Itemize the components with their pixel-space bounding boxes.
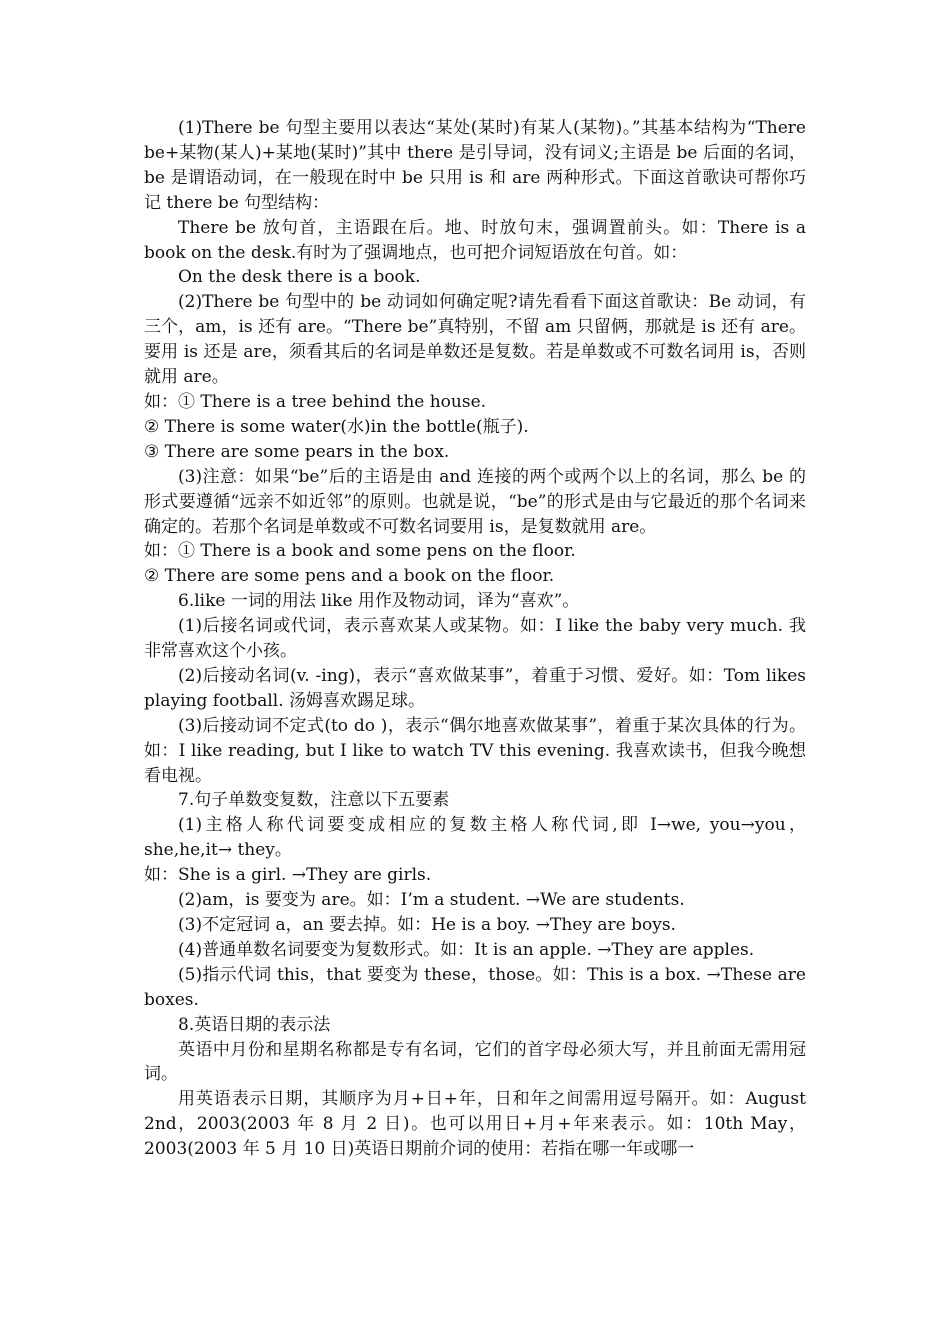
paragraph-demonstratives: (5)指示代词 this，that 要变为 these，those。如：This is a box. →These are boxes. xyxy=(144,964,806,1010)
heading-like-usage: 6.like 一词的用法 like 用作及物动词，译为“喜欢”。 xyxy=(178,591,580,612)
example-she-is-a-girl: 如：She is a girl. →They are girls. xyxy=(144,865,432,886)
example-tree: 如：① There is a tree behind the house. xyxy=(144,391,487,412)
example-pears: ③ There are some pears in the box. xyxy=(144,441,450,462)
paragraph-plural-nouns: (4)普通单数名词要变为复数形式。如：It is an apple. →They are apples. xyxy=(178,939,755,960)
document-body xyxy=(144,116,806,1162)
heading-singular-to-plural: 7.句子单数变复数，注意以下五要素 xyxy=(178,790,450,811)
paragraph-like-gerund: (2)后接动名词(v. -ing)，表示“喜欢做某事”，着重于习惯、爱好。如：Tom likes playing football. 汤姆喜欢踢足球。 xyxy=(144,665,806,711)
paragraph-am-is-are: (2)am，is 要变为 are。如：I’m a student. →We are students. xyxy=(178,890,685,911)
paragraph-articles: (3)不定冠词 a，an 要去掉。如：He is a boy. →They are boys. xyxy=(178,915,676,935)
example-pens-and-book: ② There are some pens and a book on the floor. xyxy=(144,566,555,587)
example-book-and-pens: 如：① There is a book and some pens on the floor. xyxy=(144,541,576,562)
paragraph-pronouns: (1)主格人称代词要变成相应的复数主格人称代词,即 I→we, you→you，she,he,it→ they。 xyxy=(144,815,806,861)
paragraph-there-be-rhyme: There be 放句首，主语跟在后。地、时放句末，强调置前头。如：There is a book on the desk.有时为了强调地点，也可把介词短语放在句首。如： xyxy=(144,217,806,263)
paragraph-nearest-noun-rule: (3)注意：如果“be”后的主语是由 and 连接的两个或两个以上的名词，那么 be 的形式要遵循“远亲不如近邻”的原则。也就是说，“be”的形式是由与它最近的那个名词来确定的。若那个名词是单数或不可数名词要用 is，是复数就用 are。 xyxy=(144,466,806,537)
paragraph-like-noun: (1)后接名词或代词，表示喜欢某人或某物。如：I like the baby very much. 我非常喜欢这个小孩。 xyxy=(144,616,806,662)
heading-english-dates: 8.英语日期的表示法 xyxy=(178,1014,331,1035)
paragraph-be-verb-rule: (2)There be 句型中的 be 动词如何确定呢?请先看看下面这首歌诀：Be 动词，有三个，am，is 还有 are。“There be”真特别，不留 am 只留俩，那就是 is 还有 are。要用 is 还是 are，须看其后的名词是单数还是复数。若是单数或不可数名词用 is，否则就用 are。 xyxy=(144,292,806,388)
example-on-the-desk: On the desk there is a book. xyxy=(178,267,421,288)
paragraph-there-be-intro: (1)There be 句型主要用以表达“某处(某时)有某人(某物)。”其基本结构为“There be+某物(某人)+某地(某时)”其中 there 是引导词，没有词义;主语是 be 后面的名词， be 是谓语动词，在一般现在时中 be 只用 is 和 are 两种形式。下面这首歌诀可帮你巧记 there be 句型结构： xyxy=(144,118,806,213)
paragraph-date-order: 用英语表示日期，其顺序为月+日+年，日和年之间需用逗号隔开。如：August 2nd，2003(2003 年 8 月 2 日)。也可以用日+月+年来表示。如：10th May，2003(2003 年 5 月 10 日)英语日期前介词的使用：若指在哪一年或哪一 xyxy=(144,1089,806,1160)
paragraph-months-weekdays: 英语中月份和星期名称都是专有名词，它们的首字母必须大写，并且前面无需用冠词。 xyxy=(144,1039,806,1085)
example-water: ② There is some water(水)in the bottle(瓶子). xyxy=(144,416,529,437)
paragraph-like-infinitive: (3)后接动词不定式(to do )，表示“偶尔地喜欢做某事”，着重于某次具体的行为。如：I like reading, but I like to watch TV this evening. 我喜欢读书，但我今晚想看电视。 xyxy=(144,715,806,786)
